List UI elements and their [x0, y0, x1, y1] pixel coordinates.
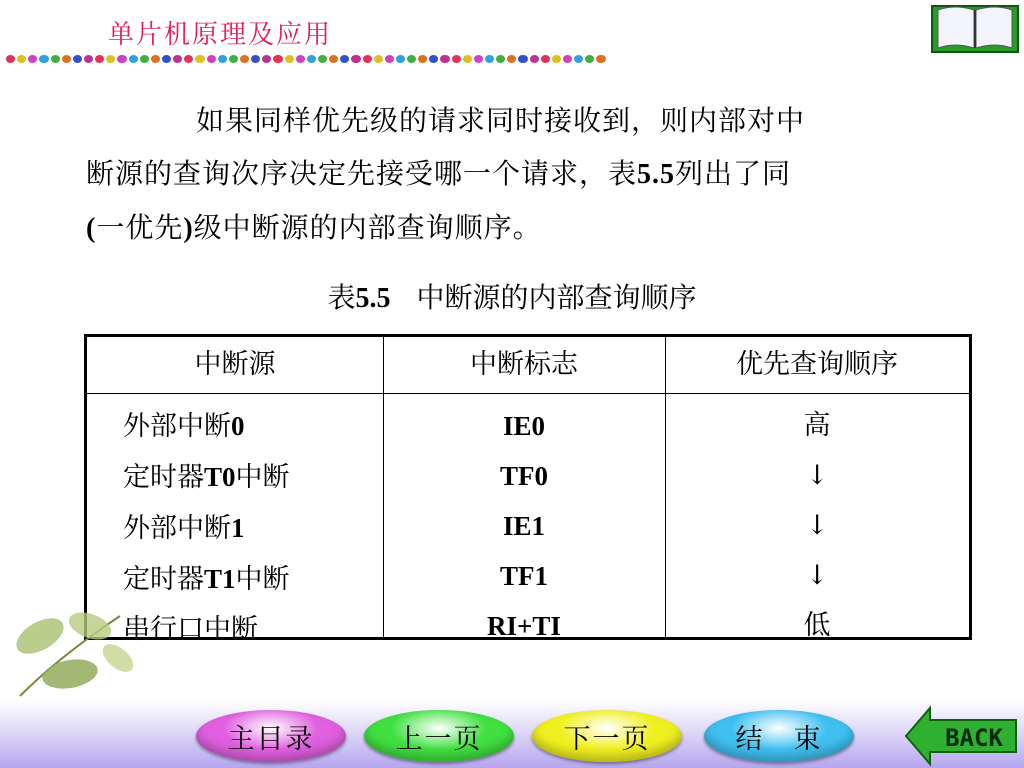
decorative-dot: [440, 55, 449, 63]
back-label: BACK: [945, 724, 1003, 752]
decorative-dot: [307, 55, 316, 63]
decorative-dot: [463, 55, 472, 63]
interrupt-flag-column: [383, 401, 665, 651]
decorative-dot: [285, 55, 294, 63]
decorative-dot: [452, 55, 461, 63]
decorative-dot: [162, 55, 171, 63]
paragraph-line-2: 断源的查询次序决定先接受哪一个请求，表5.5列出了同: [86, 157, 792, 190]
next-page-button[interactable]: [532, 710, 682, 762]
next-page-label: 下一页: [563, 723, 651, 755]
decorative-dot: [351, 55, 360, 63]
table-cell-source: 定时器T0中断: [123, 462, 290, 493]
table-cell-priority: 高: [803, 410, 831, 441]
decorative-dot: [385, 55, 394, 63]
decorative-dot: [207, 55, 216, 63]
main-menu-label: 主目录: [227, 723, 315, 755]
decorative-dot: [407, 55, 416, 63]
table-cell-flag: IE0: [502, 411, 546, 441]
decorative-dot: [95, 55, 104, 63]
decorative-dot: [296, 55, 305, 63]
decorative-dot: [17, 55, 26, 63]
table-cell-priority: ↓: [805, 560, 829, 591]
decorative-dot: [129, 55, 138, 63]
decorative-dot: [117, 55, 126, 63]
table-caption: [0, 276, 1024, 316]
decorative-dot: [418, 55, 427, 63]
decorative-dot: [6, 55, 15, 63]
decorative-dot: [51, 55, 60, 63]
decorative-dot: [151, 55, 160, 63]
decorative-dot: [574, 55, 583, 63]
table-cell-flag: IE1: [502, 511, 546, 541]
header-title: 单片机原理及应用: [108, 20, 333, 50]
main-menu-button[interactable]: [196, 710, 346, 762]
previous-page-label: 上一页: [395, 723, 483, 755]
table-cell-priority: ↓: [805, 510, 829, 541]
decorative-dot: [39, 55, 48, 63]
header-divider: [87, 393, 969, 394]
paragraph-line-1: 如果同样优先级的请求同时接收到，则内部对中: [196, 104, 806, 137]
decorative-dot: [251, 55, 260, 63]
table-title: 中断源的内部查询顺序: [416, 281, 697, 314]
decorative-dot: [496, 55, 505, 63]
interrupt-priority-table: [84, 334, 972, 645]
decorative-dot: [474, 55, 483, 63]
decorative-dot: [84, 55, 93, 63]
decorative-dot: [106, 55, 115, 63]
decorative-dot: [229, 55, 238, 63]
decorative-dot: [363, 55, 372, 63]
decorative-dot: [318, 55, 327, 63]
table-cell-flag: TF1: [499, 561, 548, 591]
table-cell-source: 串行口中断: [123, 614, 258, 645]
decorative-dot: [62, 55, 71, 63]
decorative-dot: [518, 55, 527, 63]
decorative-dot: [596, 55, 605, 63]
decorative-dot: [184, 55, 193, 63]
decorative-dot: [240, 55, 249, 63]
decorative-dot: [396, 55, 405, 63]
decorative-dot: [541, 55, 550, 63]
decorative-dot: [585, 55, 594, 63]
decorative-dot-divider: [6, 52, 606, 66]
body-paragraph: [86, 94, 936, 255]
table-cell-flag: RI+TI: [487, 611, 561, 641]
table-cell-source: 定时器T1中断: [123, 564, 290, 595]
decorative-dot: [273, 55, 282, 63]
decorative-dot: [218, 55, 227, 63]
end-label: 结 束: [735, 723, 823, 755]
table-cell-priority: 低: [803, 610, 831, 641]
decorative-dot: [140, 55, 149, 63]
table-cell-source: 外部中断0: [123, 411, 245, 442]
decorative-dot: [374, 55, 383, 63]
decorative-dot: [28, 55, 37, 63]
header-priority-order: 优先查询顺序: [736, 349, 898, 380]
decorative-dot: [73, 55, 82, 63]
decorative-dot: [262, 55, 271, 63]
previous-page-button[interactable]: [364, 710, 514, 762]
book-icon: [930, 2, 1020, 54]
leaf-decoration-icon: [0, 596, 150, 706]
decorative-dot: [552, 55, 561, 63]
decorative-dot: [340, 55, 349, 63]
priority-order-column: [665, 401, 969, 651]
decorative-dot: [563, 55, 572, 63]
end-button[interactable]: [704, 710, 854, 762]
decorative-dot: [485, 55, 494, 63]
back-button[interactable]: [904, 704, 1020, 768]
decorative-dot: [530, 55, 539, 63]
decorative-dot: [429, 55, 438, 63]
header-interrupt-flag: 中断标志: [470, 349, 578, 380]
table-cell-source: 外部中断1: [123, 513, 245, 544]
paragraph-line-3: (一优先)级中断源的内部查询顺序。: [86, 211, 542, 244]
header-interrupt-source: 中断源: [194, 349, 276, 380]
table-cell-flag: TF0: [499, 461, 548, 491]
table-cell-priority: ↓: [805, 460, 829, 491]
decorative-dot: [507, 55, 516, 63]
decorative-dot: [195, 55, 204, 63]
decorative-dot: [173, 55, 182, 63]
decorative-dot: [329, 55, 338, 63]
table-number: 表5.5: [327, 281, 391, 314]
